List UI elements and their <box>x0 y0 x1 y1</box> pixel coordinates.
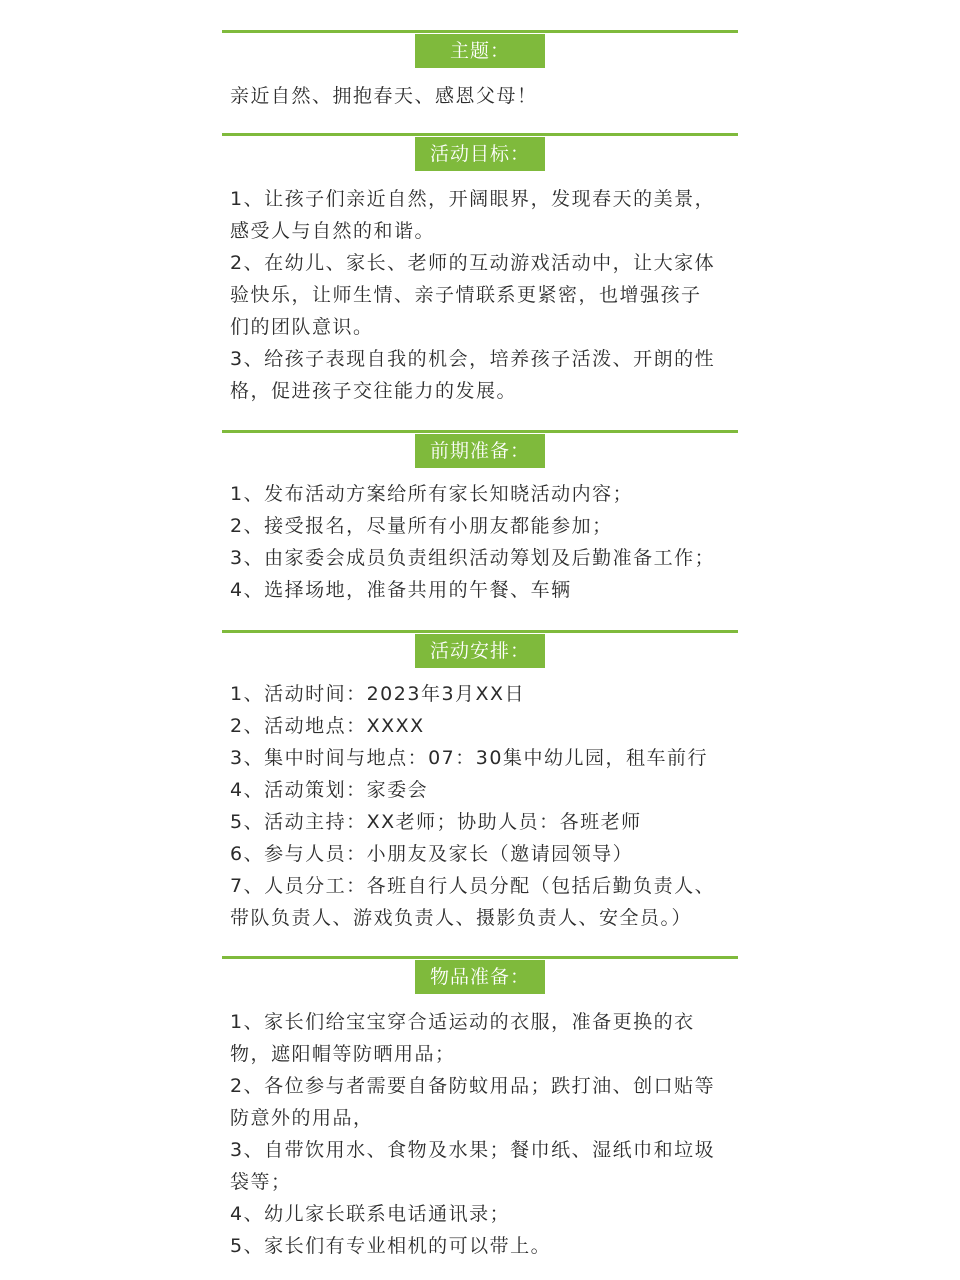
section-title: 活动目标： <box>415 137 545 171</box>
section-divider <box>222 630 738 633</box>
text-line: 感受人与自然的和谐。 <box>230 220 436 242</box>
text-line: 防意外的用品， <box>230 1107 374 1129</box>
section-content <box>230 678 738 934</box>
section-title: 物品准备： <box>415 960 545 994</box>
text-line: 袋等； <box>230 1171 292 1193</box>
text-line: 3、给孩子表现自我的机会，培养孩子活泼、开朗的性 <box>230 348 716 370</box>
section-divider <box>222 30 738 33</box>
text-line: 4、选择场地，准备共用的午餐、车辆 <box>230 579 572 601</box>
text-line: 验快乐，让师生情、亲子情联系更紧密，也增强孩子 <box>230 284 702 306</box>
text-line: 格，促进孩子交往能力的发展。 <box>230 380 518 402</box>
section-divider <box>222 133 738 136</box>
text-line: 7、人员分工：各班自行人员分配（包括后勤负责人、 <box>230 875 716 897</box>
section-content <box>230 1006 738 1262</box>
text-line: 2、在幼儿、家长、老师的互动游戏活动中，让大家体 <box>230 252 716 274</box>
text-line: 1、发布活动方案给所有家长知晓活动内容； <box>230 483 634 505</box>
text-line: 们的团队意识。 <box>230 316 374 338</box>
text-line: 2、各位参与者需要自备防蚊用品；跌打油、创口贴等 <box>230 1075 716 1097</box>
section-divider <box>222 430 738 433</box>
section-title: 活动安排： <box>415 634 545 668</box>
text-line: 6、参与人员：小朋友及家长（邀请园领导） <box>230 843 634 865</box>
text-line: 1、活动时间：2023年3月XX日 <box>230 683 526 705</box>
text-line: 3、集中时间与地点：07：30集中幼儿园，租车前行 <box>230 747 708 769</box>
text-line: 5、活动主持：XX老师；协助人员：各班老师 <box>230 811 642 833</box>
text-line: 2、活动地点：XXXX <box>230 715 425 737</box>
text-line: 亲近自然、拥抱春天、感恩父母！ <box>230 85 538 107</box>
text-line: 3、由家委会成员负责组织活动筹划及后勤准备工作； <box>230 547 716 569</box>
text-line: 2、接受报名，尽量所有小朋友都能参加； <box>230 515 613 537</box>
text-line: 1、家长们给宝宝穿合适运动的衣服，准备更换的衣 <box>230 1011 695 1033</box>
text-line: 4、幼儿家长联系电话通讯录； <box>230 1203 511 1225</box>
section-content <box>230 478 738 606</box>
text-line: 3、自带饮用水、食物及水果；餐巾纸、湿纸巾和垃圾 <box>230 1139 716 1161</box>
text-line: 1、让孩子们亲近自然，开阔眼界，发现春天的美景， <box>230 188 716 210</box>
section-content <box>230 80 738 112</box>
section-content <box>230 183 738 407</box>
text-line: 物，遮阳帽等防晒用品； <box>230 1043 456 1065</box>
section-title: 主题： <box>415 34 545 68</box>
text-line: 5、家长们有专业相机的可以带上。 <box>230 1235 552 1257</box>
text-line: 4、活动策划：家委会 <box>230 779 429 801</box>
text-line: 带队负责人、游戏负责人、摄影负责人、安全员。） <box>230 907 693 929</box>
section-divider <box>222 956 738 959</box>
section-title: 前期准备： <box>415 434 545 468</box>
